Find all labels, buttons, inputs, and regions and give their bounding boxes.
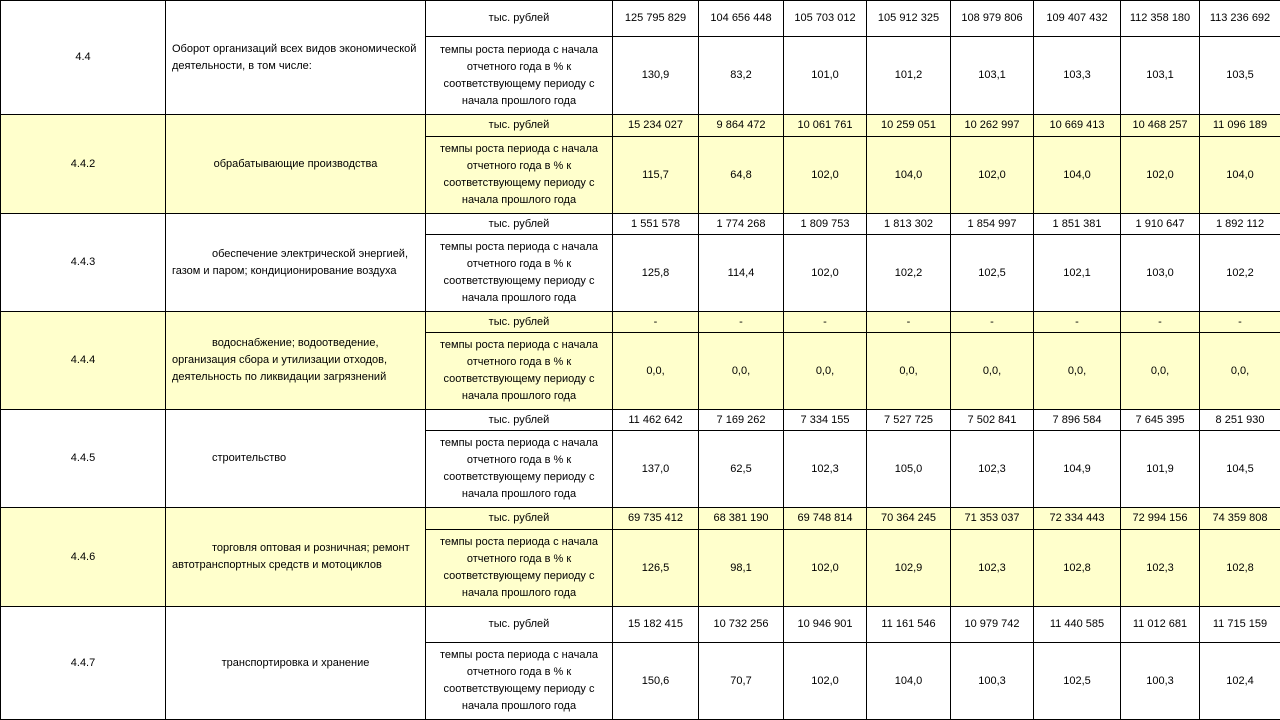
growth-cell: 102,2 — [867, 235, 951, 312]
value-cell: 10 669 413 — [1034, 115, 1121, 137]
growth-cell: 0,0, — [1121, 333, 1200, 410]
growth-cell: 114,4 — [699, 235, 784, 312]
growth-cell: 0,0, — [784, 333, 867, 410]
unit-label: тыс. рублей — [426, 1, 613, 37]
growth-cell: 105,0 — [867, 431, 951, 508]
table-row — [1, 508, 1280, 530]
row-name: обрабатывающие производства — [166, 115, 426, 214]
unit-label: тыс. рублей — [426, 312, 613, 333]
row-name: обеспечение электрической энергией, газом и паром; кондиционирование воздуха — [166, 214, 426, 312]
growth-cell: 62,5 — [699, 431, 784, 508]
row-code: 4.4.7 — [1, 607, 166, 720]
row-code: 4.4.5 — [1, 410, 166, 508]
value-cell: 10 262 997 — [951, 115, 1034, 137]
growth-cell: 102,0 — [1121, 137, 1200, 214]
growth-cell: 102,8 — [1200, 530, 1280, 607]
value-cell: - — [613, 312, 699, 333]
value-cell: 10 259 051 — [867, 115, 951, 137]
value-cell: 7 527 725 — [867, 410, 951, 431]
row-name: транспортировка и хранение — [166, 607, 426, 720]
value-cell: 72 334 443 — [1034, 508, 1121, 530]
value-cell: 10 732 256 — [699, 607, 784, 643]
unit-label: тыс. рублей — [426, 410, 613, 431]
value-cell: 7 502 841 — [951, 410, 1034, 431]
growth-cell: 150,6 — [613, 643, 699, 720]
table-row — [1, 115, 1280, 137]
growth-cell: 104,5 — [1200, 431, 1280, 508]
table-row — [1, 214, 1280, 235]
value-cell: 1 854 997 — [951, 214, 1034, 235]
growth-cell: 101,9 — [1121, 431, 1200, 508]
growth-cell: 104,0 — [1200, 137, 1280, 214]
growth-cell: 101,2 — [867, 37, 951, 115]
growth-label: темпы роста периода с начала отчетного года в % к соответствующему периоду с начала прошлого года — [426, 431, 613, 508]
growth-label: темпы роста периода с начала отчетного года в % к соответствующему периоду с начала прошлого года — [426, 643, 613, 720]
unit-label: тыс. рублей — [426, 214, 613, 235]
table-row — [1, 1, 1280, 37]
growth-cell: 102,3 — [951, 530, 1034, 607]
value-cell: 113 236 692 — [1200, 1, 1280, 37]
growth-cell: 0,0, — [699, 333, 784, 410]
growth-label: темпы роста периода с начала отчетного года в % к соответствующему периоду с начала прошлого года — [426, 333, 613, 410]
growth-cell: 102,8 — [1034, 530, 1121, 607]
value-cell: 7 169 262 — [699, 410, 784, 431]
value-cell: 105 703 012 — [784, 1, 867, 37]
value-cell: 10 468 257 — [1121, 115, 1200, 137]
growth-cell: 102,3 — [1121, 530, 1200, 607]
value-cell: 69 748 814 — [784, 508, 867, 530]
value-cell: 1 813 302 — [867, 214, 951, 235]
growth-cell: 126,5 — [613, 530, 699, 607]
value-cell: 125 795 829 — [613, 1, 699, 37]
table-row — [1, 312, 1280, 333]
growth-cell: 104,0 — [1034, 137, 1121, 214]
value-cell: - — [1121, 312, 1200, 333]
growth-cell: 0,0, — [951, 333, 1034, 410]
value-cell: 1 774 268 — [699, 214, 784, 235]
value-cell: 1 809 753 — [784, 214, 867, 235]
growth-cell: 100,3 — [951, 643, 1034, 720]
value-cell: - — [1200, 312, 1280, 333]
value-cell: 108 979 806 — [951, 1, 1034, 37]
value-cell: 11 161 546 — [867, 607, 951, 643]
growth-cell: 103,1 — [951, 37, 1034, 115]
value-cell: 70 364 245 — [867, 508, 951, 530]
growth-cell: 0,0, — [867, 333, 951, 410]
growth-cell: 0,0, — [1034, 333, 1121, 410]
value-cell: 10 946 901 — [784, 607, 867, 643]
growth-cell: 100,3 — [1121, 643, 1200, 720]
row-code: 4.4 — [1, 1, 166, 115]
value-cell: 109 407 432 — [1034, 1, 1121, 37]
value-cell: 1 892 112 — [1200, 214, 1280, 235]
row-name: водоснабжение; водоотведение, организация сбора и утилизации отходов, деятельность по ликвидации загрязнений — [166, 312, 426, 410]
growth-cell: 130,9 — [613, 37, 699, 115]
value-cell: 15 182 415 — [613, 607, 699, 643]
growth-cell: 102,0 — [951, 137, 1034, 214]
growth-cell: 0,0, — [1200, 333, 1280, 410]
value-cell: 10 979 742 — [951, 607, 1034, 643]
value-cell: - — [699, 312, 784, 333]
row-name: торговля оптовая и розничная; ремонт автотранспортных средств и мотоциклов — [166, 508, 426, 607]
growth-cell: 102,3 — [951, 431, 1034, 508]
value-cell: 1 551 578 — [613, 214, 699, 235]
growth-cell: 104,9 — [1034, 431, 1121, 508]
value-cell: - — [784, 312, 867, 333]
row-code: 4.4.6 — [1, 508, 166, 607]
value-cell: 71 353 037 — [951, 508, 1034, 530]
value-cell: 11 440 585 — [1034, 607, 1121, 643]
value-cell: 10 061 761 — [784, 115, 867, 137]
growth-cell: 102,0 — [784, 530, 867, 607]
growth-cell: 102,0 — [784, 235, 867, 312]
growth-cell: 102,5 — [1034, 643, 1121, 720]
value-cell: 11 096 189 — [1200, 115, 1280, 137]
growth-cell: 137,0 — [613, 431, 699, 508]
growth-cell: 102,3 — [784, 431, 867, 508]
value-cell: 9 864 472 — [699, 115, 784, 137]
value-cell: 15 234 027 — [613, 115, 699, 137]
growth-label: темпы роста периода с начала отчетного года в % к соответствующему периоду с начала прошлого года — [426, 37, 613, 115]
unit-label: тыс. рублей — [426, 115, 613, 137]
growth-cell: 98,1 — [699, 530, 784, 607]
growth-label: темпы роста периода с начала отчетного года в % к соответствующему периоду с начала прошлого года — [426, 137, 613, 214]
value-cell: 74 359 808 — [1200, 508, 1280, 530]
growth-cell: 0,0, — [613, 333, 699, 410]
value-cell: 104 656 448 — [699, 1, 784, 37]
value-cell: 11 462 642 — [613, 410, 699, 431]
value-cell: - — [867, 312, 951, 333]
value-cell: 11 012 681 — [1121, 607, 1200, 643]
value-cell: 105 912 325 — [867, 1, 951, 37]
value-cell: 11 715 159 — [1200, 607, 1280, 643]
growth-label: темпы роста периода с начала отчетного года в % к соответствующему периоду с начала прошлого года — [426, 235, 613, 312]
value-cell: 7 896 584 — [1034, 410, 1121, 431]
row-name: строительство — [166, 410, 426, 508]
growth-cell: 103,1 — [1121, 37, 1200, 115]
growth-cell: 102,9 — [867, 530, 951, 607]
growth-cell: 102,4 — [1200, 643, 1280, 720]
row-code: 4.4.2 — [1, 115, 166, 214]
growth-cell: 102,2 — [1200, 235, 1280, 312]
growth-cell: 125,8 — [613, 235, 699, 312]
growth-cell: 103,5 — [1200, 37, 1280, 115]
value-cell: 1 851 381 — [1034, 214, 1121, 235]
value-cell: 112 358 180 — [1121, 1, 1200, 37]
growth-cell: 102,1 — [1034, 235, 1121, 312]
growth-cell: 102,5 — [951, 235, 1034, 312]
growth-cell: 102,0 — [784, 137, 867, 214]
growth-cell: 83,2 — [699, 37, 784, 115]
growth-cell: 102,0 — [784, 643, 867, 720]
growth-cell: 104,0 — [867, 643, 951, 720]
value-cell: - — [1034, 312, 1121, 333]
unit-label: тыс. рублей — [426, 508, 613, 530]
row-name: Оборот организаций всех видов экономической деятельности, в том числе: — [166, 1, 426, 115]
value-cell: - — [951, 312, 1034, 333]
value-cell: 72 994 156 — [1121, 508, 1200, 530]
growth-label: темпы роста периода с начала отчетного года в % к соответствующему периоду с начала прошлого года — [426, 530, 613, 607]
value-cell: 8 251 930 — [1200, 410, 1280, 431]
value-cell: 7 334 155 — [784, 410, 867, 431]
growth-cell: 64,8 — [699, 137, 784, 214]
value-cell: 69 735 412 — [613, 508, 699, 530]
value-cell: 68 381 190 — [699, 508, 784, 530]
row-code: 4.4.3 — [1, 214, 166, 312]
value-cell: 1 910 647 — [1121, 214, 1200, 235]
row-code: 4.4.4 — [1, 312, 166, 410]
value-cell: 7 645 395 — [1121, 410, 1200, 431]
growth-cell: 101,0 — [784, 37, 867, 115]
growth-cell: 104,0 — [867, 137, 951, 214]
table-row — [1, 607, 1280, 643]
growth-cell: 103,3 — [1034, 37, 1121, 115]
growth-cell: 70,7 — [699, 643, 784, 720]
unit-label: тыс. рублей — [426, 607, 613, 643]
table-row — [1, 410, 1280, 431]
growth-cell: 115,7 — [613, 137, 699, 214]
growth-cell: 103,0 — [1121, 235, 1200, 312]
